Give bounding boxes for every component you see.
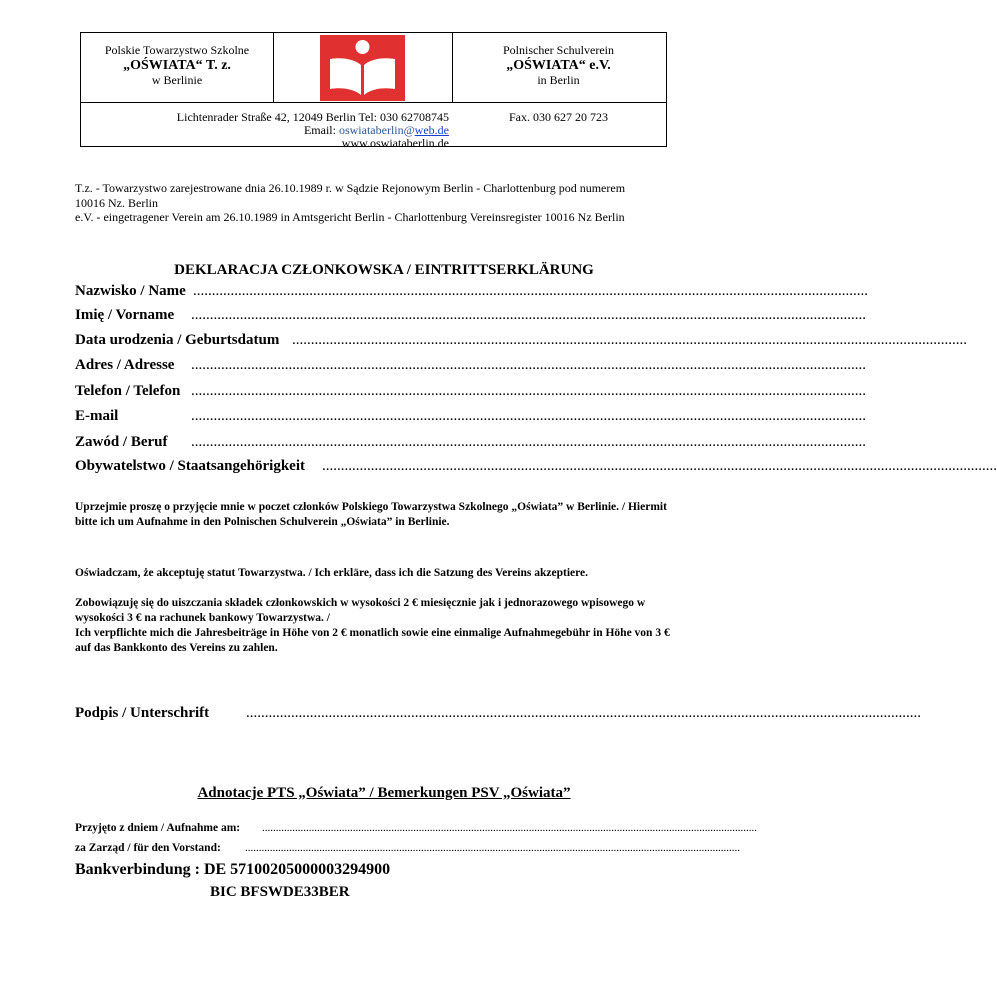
header-divider — [81, 102, 666, 103]
contact-block — [81, 111, 453, 150]
bank-bic: BIC BFSWDE33BER — [210, 884, 350, 900]
field-birthdate-input[interactable]: .................................................................................................................................................................................... — [292, 332, 967, 348]
field-label-email: E-mail — [75, 408, 119, 424]
fee-obligation-pl: Zobowiązuję się do uiszczania składek członkowskich w wysokości 2 € miesięcznie jak i jednorazowego wpisowego w wysokości 3 € na rachunek bankowy Towarzystwa. / — [75, 597, 646, 624]
org-german — [451, 33, 666, 102]
org-german-line1: Polnischer Schulverein — [503, 43, 614, 57]
field-profession-input[interactable]: .................................................................................................................................................................................... — [191, 434, 866, 450]
org-german-line3: in Berlin — [537, 73, 580, 87]
field-label-phone: Telefon / Telefon — [75, 383, 181, 399]
signature-label: Podpis / Unterschrift — [75, 705, 210, 721]
field-label-citizenship: Obywatelstwo / Staatsangehörigkeit — [75, 458, 305, 474]
accepted-date-line[interactable]: .................................................................................................................................................................................... — [262, 822, 757, 834]
registration-line-3: e.V. - eingetragener Verein am 26.10.1989 in Amtsgericht Berlin - Charlottenburg Vereinsregister 10016 Nz Berlin — [75, 210, 625, 224]
registration-info — [75, 181, 675, 225]
field-address-input[interactable]: .................................................................................................................................................................................... — [191, 357, 866, 373]
field-citizenship-input[interactable]: .................................................................................................................................................................................... — [322, 458, 997, 474]
bank-account: Bankverbindung : DE 57100205000003294900 — [75, 861, 391, 878]
signature-line[interactable]: .................................................................................................................................................................................... — [246, 705, 921, 721]
fee-obligation — [75, 596, 675, 656]
field-phone-input[interactable]: .................................................................................................................................................................................... — [191, 383, 866, 399]
field-email-input[interactable]: .................................................................................................................................................................................... — [191, 408, 866, 424]
board-label: za Zarząd / für den Vorstand: — [75, 842, 221, 854]
statute-acceptance: Oświadczam, że akceptuję statut Towarzystwa. / Ich erkläre, dass ich die Satzung des Vereins akzeptiere. — [75, 567, 589, 579]
registration-line-2: 10016 Nz. Berlin — [75, 195, 158, 210]
letterhead — [80, 32, 667, 150]
logo-cell — [273, 33, 453, 102]
field-label-first-name: Imię / Vorname — [75, 307, 175, 323]
field-name-input[interactable]: .................................................................................................................................................................................... — [193, 283, 868, 299]
field-first-name-input[interactable]: .................................................................................................................................................................................... — [191, 307, 866, 323]
field-label-address: Adres / Adresse — [75, 357, 175, 373]
fax-number: Fax. 030 627 20 723 — [509, 110, 608, 124]
email-domain[interactable]: web.de — [414, 123, 449, 137]
field-label-profession: Zawód / Beruf — [75, 434, 168, 450]
form-title: DEKLARACJA CZŁONKOWSKA / EINTRITTSERKLÄRUNG — [174, 262, 594, 278]
postal-address: Lichtenrader Straße 42, 12049 Berlin Tel: 030 62708745 — [176, 110, 449, 124]
email-label: Email: — [303, 123, 339, 137]
registration-line-1: T.z. - Towarzystwo zarejestrowane dnia 26.10.1989 r. w Sądzie Rejonowym Berlin - Charlottenburg pod numerem — [75, 181, 626, 195]
board-line[interactable]: .................................................................................................................................................................................... — [245, 842, 740, 854]
annotations-heading: Adnotacje PTS „Oświata” / Bemerkungen PSV „Oświata” — [197, 785, 571, 801]
org-polish-line1: Polskie Towarzystwo Szkolne — [104, 43, 250, 57]
fee-obligation-de: Ich verpflichte mich die Jahresbeiträge in Höhe von 2 € monatlich sowie eine einmalige Aufnahmegebühr in Höhe von 3 € auf das Bankkonto des Vereins zu zahlen. — [75, 627, 670, 654]
email-user[interactable]: oswiataberlin@ — [338, 123, 415, 137]
org-polish — [81, 33, 273, 102]
accepted-date-label: Przyjęto z dniem / Aufnahme am: — [75, 822, 241, 834]
field-label-name: Nazwisko / Name — [75, 283, 186, 299]
org-german-name: „OŚWIATA“ e.V. — [506, 58, 611, 73]
org-polish-name: „OŚWIATA“ T. z. — [123, 58, 231, 73]
org-polish-line3: w Berlinie — [151, 73, 203, 87]
membership-request: Uprzejmie proszę o przyjęcie mnie w poczet członków Polskiego Towarzystwa Szkolnego „Oświata” w Berlinie. / Hiermit bitte ich um Aufnahme in den Polnischen Schulverein „Oświata” in Berlinie. — [75, 501, 667, 528]
website[interactable]: www.oswiataberlin.de — [341, 136, 449, 150]
field-label-birthdate: Data urodzenia / Geburtsdatum — [75, 332, 280, 348]
book-logo-icon — [320, 35, 405, 101]
